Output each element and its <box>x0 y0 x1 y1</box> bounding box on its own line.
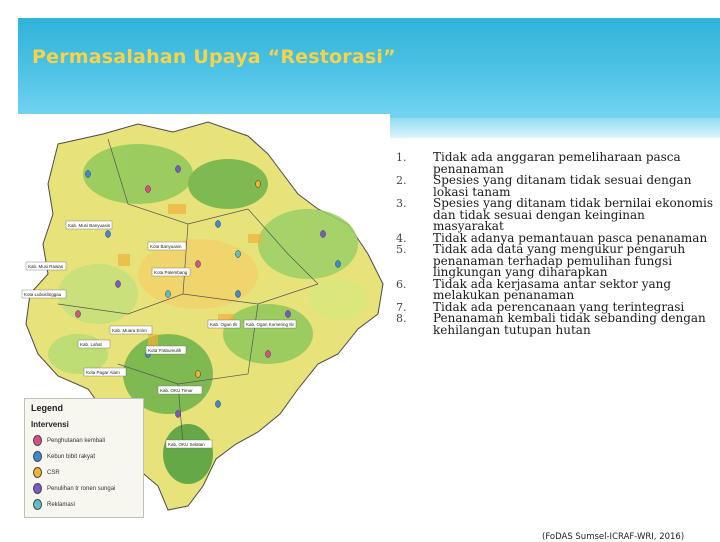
list-item <box>396 276 716 302</box>
list-item <box>396 313 716 336</box>
title-band <box>18 18 720 118</box>
legend-item-label: Kebun bibit rakyat <box>47 453 96 460</box>
list-number: 3. <box>396 197 407 210</box>
source-citation: (FoDAS Sumsel-ICRAF-WRI, 2016) <box>542 532 685 542</box>
slide <box>18 18 720 540</box>
blue-marker-icon <box>33 451 42 462</box>
map-label-oki: Kab. Ogan Komering Ilir <box>246 322 295 327</box>
map-legend <box>24 398 144 518</box>
list-text: Tidak adanya pemantauan pasca penanaman <box>433 230 708 245</box>
list-number: 7. <box>396 300 407 314</box>
legend-item <box>33 499 75 510</box>
map-label-oku-selatan: Kab. OKU Selatan <box>168 442 205 447</box>
list-text: Tidak ada anggaran pemeliharaan pasca penanaman <box>433 150 681 176</box>
legend-title: Legend <box>31 403 64 413</box>
list-number: 6. <box>396 277 407 291</box>
list-text: Tidak ada kerjasama antar sektor yang melakukan penanaman <box>433 276 672 302</box>
list-text: Spesies yang ditanam tidak sesuai dengan lokasi tanam <box>433 173 692 199</box>
list-number: 4. <box>396 231 407 245</box>
list-number: 8. <box>396 312 407 325</box>
pink-marker-icon <box>33 435 42 446</box>
list-text: Penanaman kembali tidak sebanding dengan kehilangan tutupan hutan <box>433 311 706 337</box>
map-label-musi-rawas: Kab. Musi Rawas <box>28 264 64 269</box>
map-label-pagar-alam: Kota Pagar Alam <box>86 370 120 375</box>
legend-item <box>33 483 115 494</box>
map-label-prabumulih: Kota Prabumulih <box>148 348 182 353</box>
list-number: 2. <box>396 174 407 187</box>
yellow-marker-icon <box>33 467 42 478</box>
legend-item <box>33 451 95 462</box>
list-text: Tidak ada data yang mengukur pengaruh penanaman terhadap pemulihan fungsi lingkungan yang diharapkan <box>433 242 686 279</box>
list-item <box>396 244 716 279</box>
map-label-muara-enim: Kab. Muara Enim <box>112 328 147 333</box>
legend-subtitle: Intervensi <box>31 420 69 429</box>
problem-list <box>396 152 716 336</box>
list-number: 1. <box>396 151 407 164</box>
legend-item-label: CSR <box>47 469 60 476</box>
list-item <box>396 152 716 175</box>
legend-item <box>33 435 105 446</box>
map-label-lubuklinggau: Kota Lubuklinggau <box>24 292 62 297</box>
map-label-lahat: Kab. Lahat <box>80 342 102 347</box>
map-label-banyuasin: Kota Banyuasin <box>150 244 182 249</box>
legend-item-label: Reklamasi <box>47 501 76 508</box>
list-item <box>396 175 716 198</box>
legend-item-label: Penghutanan kembali <box>47 437 106 444</box>
legend-item <box>33 467 60 478</box>
list-text: Spesies yang ditanam tidak bernilai ekonomis dan tidak sesuai dengan keinginan masyarakat <box>433 196 714 233</box>
list-item <box>396 198 716 233</box>
map-label-ogan-ilir: Kab. Ogan Ilir <box>210 322 238 327</box>
map-label-oku-timur: Kab. OKU Timur <box>160 388 193 393</box>
list-text: Tidak ada perencanaan yang terintegrasi <box>433 299 685 314</box>
map-label-palembang: Kota Palembang <box>154 270 188 275</box>
purple-marker-icon <box>33 483 42 494</box>
teal-marker-icon <box>33 499 42 510</box>
list-number: 5. <box>396 243 407 256</box>
legend-item-label: Penulihan tr ronen sungai <box>47 485 116 492</box>
map-label-musi-banyuasin: Kab. Musi Banyuasin <box>68 223 111 228</box>
slide-title: Permasalahan Upaya “Restorasi” <box>32 46 396 68</box>
